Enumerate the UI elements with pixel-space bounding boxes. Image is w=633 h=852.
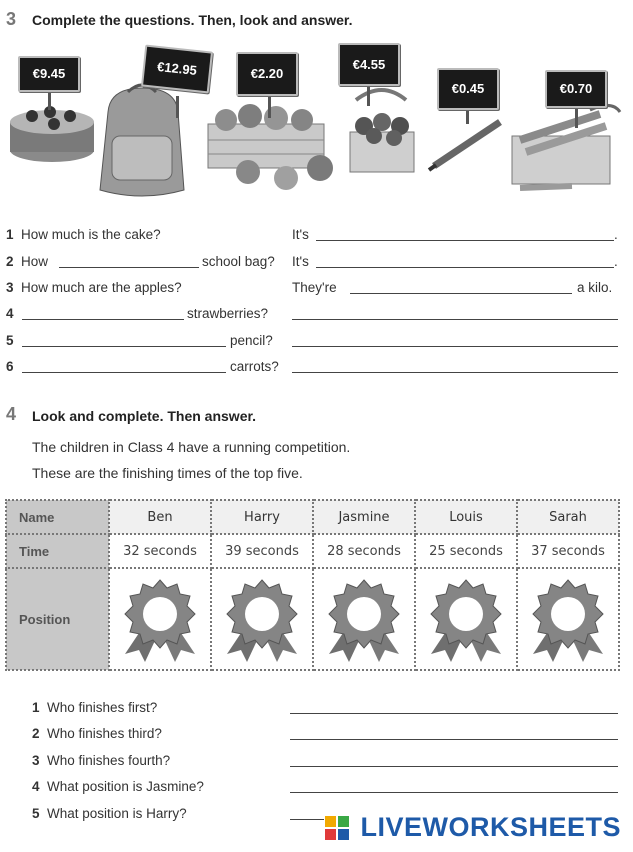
intro-line-1: The children in Class 4 have a running competition. bbox=[32, 439, 351, 455]
child-name-cell: Sarah bbox=[517, 500, 619, 534]
question-2: 2 How bbox=[6, 254, 49, 269]
answer-prefix: They're bbox=[292, 280, 337, 295]
school-bag-image bbox=[100, 85, 184, 196]
rosette-icon bbox=[523, 572, 613, 662]
price-tag-strawberries: €4.55 bbox=[338, 43, 400, 86]
child-name-cell: Louis bbox=[415, 500, 517, 534]
row-header-time: Time bbox=[6, 534, 109, 568]
s4-answer-line-3[interactable] bbox=[290, 766, 618, 767]
answer-suffix: a kilo. bbox=[577, 280, 613, 295]
price-tag-carrots: €0.70 bbox=[545, 70, 607, 108]
answer-line-3[interactable] bbox=[350, 293, 572, 294]
results-table bbox=[5, 499, 620, 671]
s4-answer-line-4[interactable] bbox=[290, 792, 618, 793]
products-illustration bbox=[0, 40, 633, 200]
answer-line-4[interactable] bbox=[292, 319, 618, 320]
answer-prefix: It's bbox=[292, 254, 309, 269]
s4-question-4: 4 What position is Jasmine? bbox=[32, 779, 204, 794]
answer-suffix: . bbox=[614, 254, 618, 269]
price-tag-pencil: €0.45 bbox=[437, 68, 499, 110]
price-tag-school-bag: €12.95 bbox=[141, 45, 213, 94]
child-name-cell: Ben bbox=[109, 500, 211, 534]
question-2-tail: school bag? bbox=[202, 254, 275, 269]
blank-line-4[interactable] bbox=[22, 319, 184, 320]
s4-answer-line-1[interactable] bbox=[290, 713, 618, 714]
answer-line-6[interactable] bbox=[292, 372, 618, 373]
time-cell: 37 seconds bbox=[517, 534, 619, 568]
s4-answer-line-5[interactable] bbox=[290, 819, 324, 820]
position-cell[interactable] bbox=[109, 568, 211, 670]
section-3-title: Complete the questions. Then, look and answer. bbox=[32, 12, 353, 28]
s4-answer-line-2[interactable] bbox=[290, 739, 618, 740]
rosette-icon bbox=[115, 572, 205, 662]
s4-question-2: 2 Who finishes third? bbox=[32, 726, 162, 741]
time-cell: 25 seconds bbox=[415, 534, 517, 568]
time-cell: 39 seconds bbox=[211, 534, 313, 568]
tag-stick bbox=[176, 96, 179, 118]
s4-question-3: 3 Who finishes fourth? bbox=[32, 753, 171, 768]
question-1: 1 How much is the cake? bbox=[6, 227, 161, 242]
answer-line-5[interactable] bbox=[292, 346, 618, 347]
position-cell[interactable] bbox=[517, 568, 619, 670]
rosette-icon bbox=[217, 572, 307, 662]
section-3-number: 3 bbox=[6, 9, 17, 29]
row-header-position: Position bbox=[6, 568, 109, 670]
section-4-title: Look and complete. Then answer. bbox=[32, 408, 257, 424]
pencil-image bbox=[429, 122, 500, 170]
child-name-cell: Harry bbox=[211, 500, 313, 534]
position-cell[interactable] bbox=[211, 568, 313, 670]
question-4-tail: strawberries? bbox=[187, 306, 269, 321]
question-3: 3 How much are the apples? bbox=[6, 280, 182, 295]
rosette-icon bbox=[319, 572, 409, 662]
tag-stick bbox=[367, 86, 370, 106]
rosette-icon bbox=[421, 572, 511, 662]
position-cell[interactable] bbox=[313, 568, 415, 670]
s4-question-5: 5 What position is Harry? bbox=[32, 806, 187, 821]
s4-question-1: 1 Who finishes first? bbox=[32, 700, 158, 715]
blank-line-6[interactable] bbox=[22, 372, 226, 373]
question-6-number: 6 bbox=[6, 359, 14, 374]
section-4-number: 4 bbox=[6, 404, 17, 424]
question-5-number: 5 bbox=[6, 333, 14, 348]
answer-prefix: It's bbox=[292, 227, 309, 242]
position-cell[interactable] bbox=[415, 568, 517, 670]
liveworksheets-logo[interactable]: LIVEWORKSHEETS bbox=[360, 812, 621, 842]
question-5-tail: pencil? bbox=[230, 333, 273, 348]
liveworksheets-logo-icon bbox=[325, 816, 349, 840]
price-tag-cake: €9.45 bbox=[18, 56, 80, 92]
blank-line-2[interactable] bbox=[59, 267, 199, 268]
strawberries-image bbox=[350, 90, 414, 172]
carrots-image bbox=[512, 105, 620, 188]
blank-line-5[interactable] bbox=[22, 346, 226, 347]
tag-stick bbox=[466, 110, 469, 124]
row-header-name: Name bbox=[6, 500, 109, 534]
answer-line-2[interactable] bbox=[316, 267, 614, 268]
tag-stick bbox=[48, 92, 51, 110]
price-tag-apples: €2.20 bbox=[236, 52, 298, 96]
child-name-cell: Jasmine bbox=[313, 500, 415, 534]
time-cell: 28 seconds bbox=[313, 534, 415, 568]
time-cell: 32 seconds bbox=[109, 534, 211, 568]
answer-suffix: . bbox=[614, 227, 618, 242]
tag-stick bbox=[268, 96, 271, 118]
question-6-tail: carrots? bbox=[230, 359, 279, 374]
cake-image bbox=[10, 106, 94, 162]
intro-line-2: These are the finishing times of the top five. bbox=[32, 465, 303, 481]
answer-line-1[interactable] bbox=[316, 240, 614, 241]
tag-stick bbox=[575, 108, 578, 128]
question-4-number: 4 bbox=[6, 306, 14, 321]
